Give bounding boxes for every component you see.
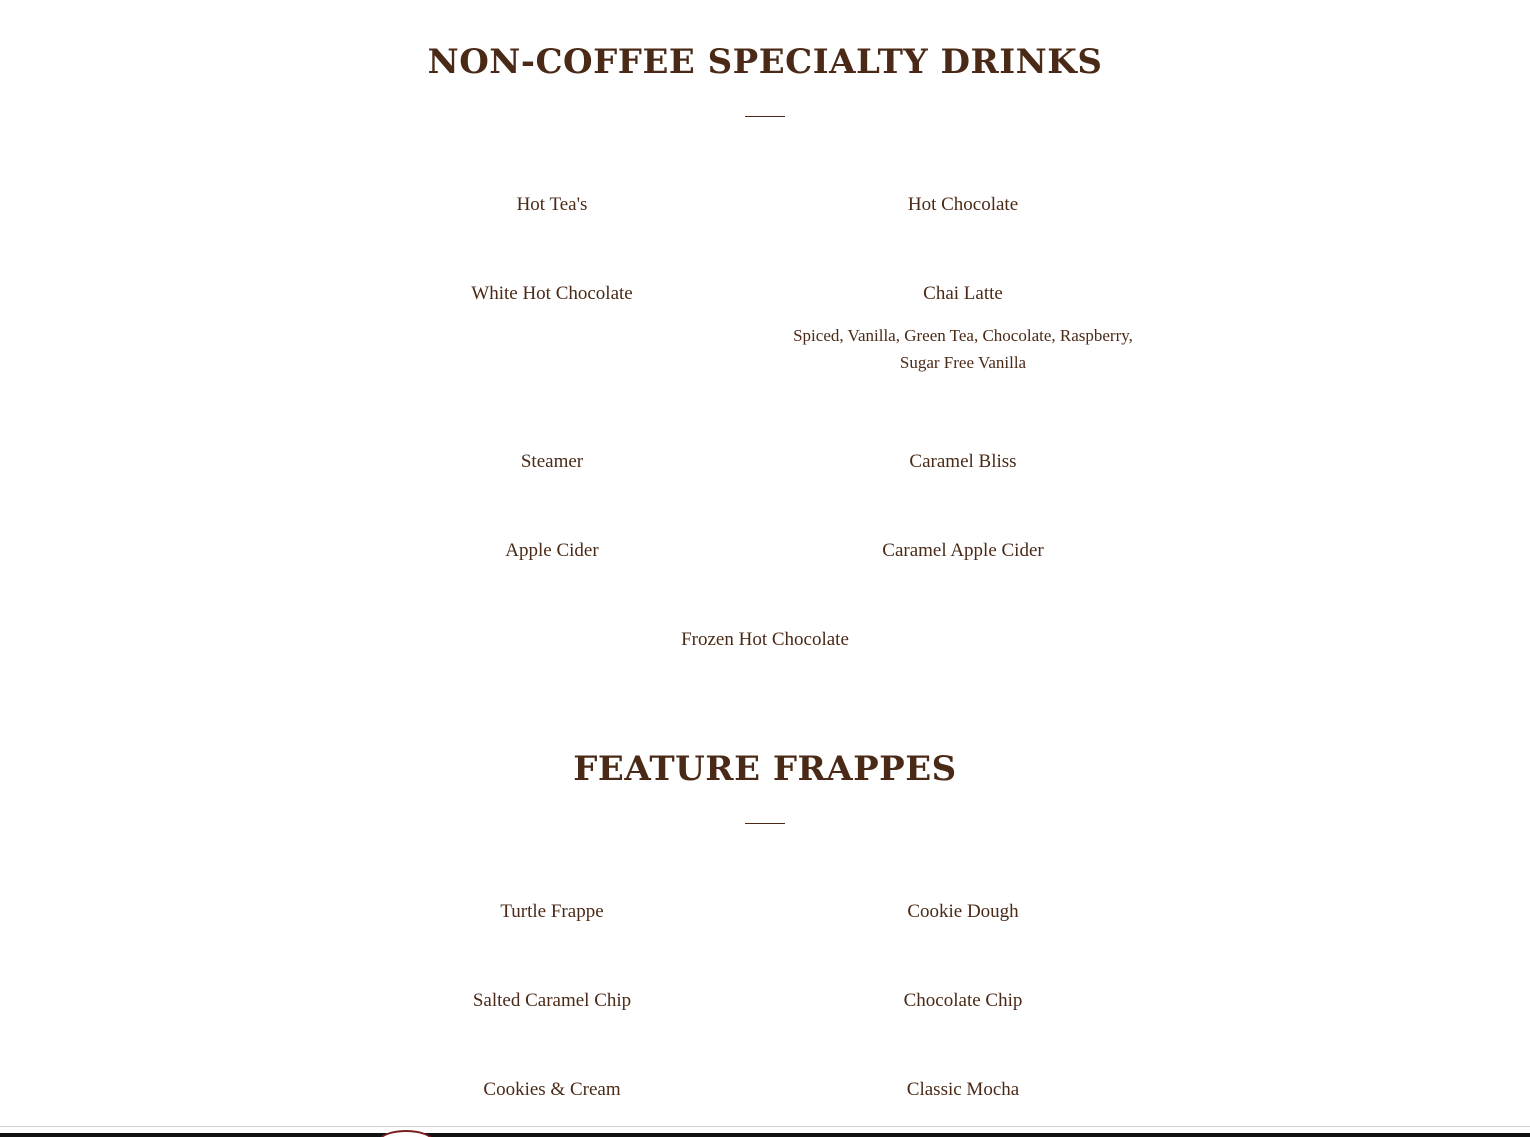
menu-item bbox=[763, 450, 1163, 474]
section-title-non-coffee: NON-COFFEE SPECIALTY DRINKS bbox=[427, 42, 1103, 82]
menu-item-name: Hot Chocolate bbox=[907, 194, 1019, 215]
menu-item bbox=[763, 989, 1163, 1013]
menu-item bbox=[793, 282, 1133, 376]
menu-item bbox=[763, 193, 1163, 217]
menu-item-name: Caramel Bliss bbox=[909, 451, 1017, 472]
menu-item bbox=[352, 450, 752, 474]
menu-item-name: Cookie Dough bbox=[907, 901, 1019, 922]
menu-item bbox=[352, 193, 752, 217]
menu-item-name: Apple Cider bbox=[505, 540, 599, 561]
menu-item bbox=[763, 1078, 1163, 1102]
menu-item-name: Chocolate Chip bbox=[903, 990, 1023, 1011]
menu-item bbox=[352, 1078, 752, 1102]
footer-border bbox=[0, 1133, 1530, 1137]
menu-item bbox=[763, 900, 1163, 924]
menu-item-name: Frozen Hot Chocolate bbox=[681, 629, 849, 650]
menu-item-name: Hot Tea's bbox=[516, 194, 588, 215]
menu-item-name: Salted Caramel Chip bbox=[472, 990, 632, 1011]
menu-item bbox=[352, 282, 752, 306]
menu-item-name: Turtle Frappe bbox=[500, 901, 604, 922]
menu-item-name: Chai Latte bbox=[923, 283, 1003, 304]
section-title-feature-frappes: FEATURE FRAPPES bbox=[573, 749, 957, 789]
section-divider bbox=[745, 823, 785, 824]
menu-item bbox=[565, 628, 965, 652]
menu-item bbox=[763, 539, 1163, 563]
menu-item-name: Caramel Apple Cider bbox=[882, 540, 1044, 561]
menu-item bbox=[352, 900, 752, 924]
menu-item bbox=[352, 539, 752, 563]
menu-item-description: Spiced, Vanilla, Green Tea, Chocolate, Raspberry, Sugar Free Vanilla bbox=[793, 326, 1133, 372]
menu-item-name: Cookies & Cream bbox=[483, 1079, 621, 1100]
menu-item bbox=[352, 989, 752, 1013]
menu-item-name: Classic Mocha bbox=[906, 1079, 1020, 1100]
menu-item-name: White Hot Chocolate bbox=[471, 283, 633, 304]
section-divider bbox=[745, 116, 785, 117]
menu-item-name: Steamer bbox=[520, 451, 584, 472]
